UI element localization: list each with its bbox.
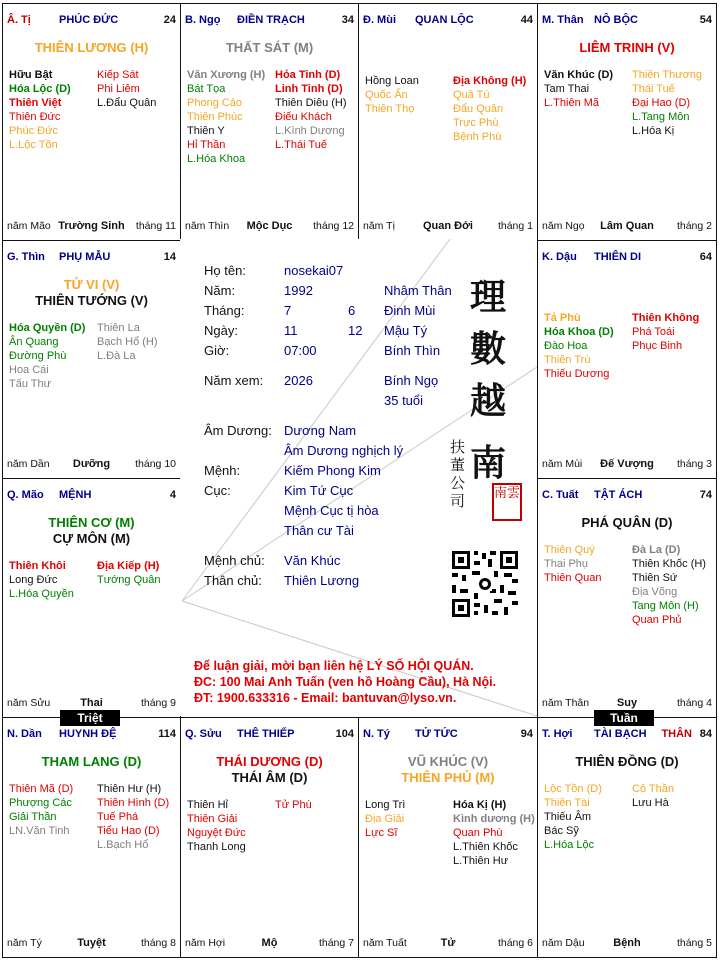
star-item: Long Đức	[9, 574, 58, 586]
left-star-column	[9, 782, 73, 838]
amduong-label: Âm Dương:	[204, 423, 272, 438]
palace-number: 114	[158, 728, 176, 740]
right-star-column	[97, 559, 161, 587]
day-label: Ngày:	[204, 323, 238, 338]
palace-name: PHÚC ĐỨC	[59, 14, 119, 26]
star-item: Thiên Tài	[544, 797, 590, 809]
palace-year: năm Mùi	[542, 458, 583, 470]
palace-header	[538, 728, 716, 742]
star-item: Trực Phù	[453, 117, 499, 129]
month-canchi: Đinh Mùi	[384, 303, 436, 318]
palace-year: năm Hợi	[185, 937, 226, 949]
amduong-note: Âm Dương nghịch lý	[284, 443, 404, 458]
star-item: Tướng Quân	[97, 574, 161, 586]
palace-name: TỬ TỨC	[415, 728, 458, 740]
palace-footer	[359, 937, 537, 951]
star-item: Thiên Phúc	[187, 111, 243, 123]
center-info-panel	[180, 239, 537, 716]
star-item: Ân Quang	[9, 336, 59, 348]
palace-phase: Mộ	[261, 937, 278, 949]
palace-year: năm Sửu	[7, 697, 51, 709]
amduong-value: Dương Nam	[284, 423, 357, 438]
star-item: Hóa Khoa (D)	[544, 326, 614, 338]
main-star: TỬ VI (V)	[63, 277, 120, 292]
main-star: THIÊN LƯƠNG (H)	[34, 40, 149, 55]
left-star-column	[187, 798, 246, 854]
palace-header	[538, 251, 716, 265]
main-star: THIÊN ĐỒNG (D)	[575, 754, 679, 769]
star-item: Nguyệt Đức	[187, 827, 246, 839]
palace-branch: N. Tý	[363, 728, 390, 740]
palace-branch: K. Dậu	[542, 251, 577, 263]
palace-branch: Q. Sửu	[185, 728, 222, 740]
triet-tag: Triệt	[60, 710, 120, 726]
star-item: L.Kình Dương	[275, 125, 345, 137]
calligraphy-char-3: 越	[470, 380, 507, 422]
palace-phase: Mộc Dục	[246, 220, 293, 232]
star-item: Kiếp Sát	[97, 69, 139, 81]
palace-footer	[538, 937, 716, 951]
palace-name: THÊ THIẾP	[237, 728, 295, 740]
palace-name: PHỤ MẪU	[59, 251, 111, 263]
palace-header	[3, 489, 180, 503]
name-value: nosekai07	[284, 263, 344, 278]
palace-branch: G. Thìn	[7, 251, 45, 263]
palace-body-marker: THÂN	[661, 728, 692, 740]
side-han-3: 公	[450, 474, 466, 492]
palace-year: năm Thân	[542, 697, 590, 709]
star-item: L.Bạch Hổ	[97, 839, 149, 851]
star-item: Linh Tinh (D)	[275, 83, 343, 95]
palace-phase: Suy	[616, 697, 638, 709]
palace-month: tháng 7	[318, 937, 354, 949]
palace-phase: Thai	[80, 697, 103, 709]
palace-hoi	[537, 717, 717, 958]
palace-header	[3, 728, 180, 742]
year-label: Năm:	[204, 283, 236, 298]
view-year-value: 2026	[284, 373, 313, 388]
main-star: CỰ MÔN (M)	[52, 531, 131, 546]
star-item: Hóa Kị (H)	[453, 799, 507, 811]
left-star-column	[365, 798, 405, 840]
main-star: THÁI DƯƠNG (D)	[216, 754, 323, 769]
star-item: Hóa Quyền (D)	[9, 322, 86, 334]
star-item: Thiên Trù	[544, 354, 591, 366]
right-star-column	[275, 68, 347, 152]
calligraphy-char-4: 南	[470, 442, 507, 484]
palace-branch: T. Hợi	[542, 728, 573, 740]
star-item: Đà La (D)	[632, 544, 681, 556]
palace-year: năm Dậu	[542, 937, 585, 949]
palace-mui	[358, 3, 538, 241]
menh-label: Mệnh:	[204, 463, 241, 478]
star-item: L.Thiên Hư	[453, 855, 509, 867]
star-item: Phá Toái	[632, 326, 675, 338]
right-star-column	[632, 311, 699, 353]
star-item: Hóa Lộc (D)	[9, 83, 71, 95]
menhchu-value: Văn Khúc	[284, 553, 341, 568]
palace-number: 74	[699, 489, 712, 501]
star-item: Địa Võng	[632, 586, 678, 598]
star-item: Hỏa Tinh (D)	[275, 69, 341, 81]
star-item: Cô Thần	[632, 783, 674, 795]
main-star: THÁI ÂM (D)	[231, 770, 308, 785]
palace-month: tháng 10	[135, 458, 176, 470]
star-item: Thiên Khôi	[9, 560, 66, 572]
contact-line-2: ĐC: 100 Mai Anh Tuấn (ven hồ Hoàng Cầu), Hà Nội.	[194, 675, 497, 689]
star-item: LN.Văn Tinh	[9, 825, 70, 837]
cuc-note-1: Mệnh Cục tị hòa	[284, 503, 379, 518]
star-item: L.Hóa Quyền	[9, 588, 74, 600]
palace-header	[538, 14, 716, 28]
star-item: Phượng Các	[9, 797, 72, 809]
right-star-column	[275, 798, 312, 812]
palace-branch: Q. Mão	[7, 489, 44, 501]
palace-branch: N. Dần	[7, 728, 42, 740]
main-star: THIÊN PHỦ (M)	[401, 770, 495, 785]
side-han-1: 扶	[450, 438, 466, 456]
palace-name: NÔ BỘC	[594, 14, 638, 26]
palace-footer	[181, 220, 358, 234]
star-item: Thiên Quý	[544, 544, 595, 556]
star-item: Thiên Hình (D)	[97, 797, 170, 809]
tuan-tag: Tuần	[594, 710, 654, 726]
star-item: Bệnh Phù	[453, 131, 502, 143]
contact-line-3: ĐT: 1900.633316 - Email: bantuvan@lyso.vn.	[194, 691, 457, 705]
star-item: Bát Tọa	[187, 83, 226, 95]
star-item: Thiếu Âm	[544, 811, 592, 823]
palace-header	[359, 14, 537, 28]
palace-number: 44	[520, 14, 533, 26]
palace-footer	[181, 937, 358, 951]
star-item: Đào Hoa	[544, 340, 588, 352]
left-star-column	[9, 559, 74, 601]
cuc-value: Kim Tứ Cục	[284, 483, 354, 498]
palace-year: năm Tý	[7, 937, 42, 949]
palace-phase: Trường Sinh	[58, 220, 125, 232]
palace-month: tháng 4	[676, 697, 712, 709]
star-item: L.Thiên Khốc	[453, 841, 518, 853]
star-item: Thiên Mã (D)	[9, 783, 74, 795]
palace-year: năm Dần	[7, 458, 50, 470]
main-star: VŨ KHÚC (V)	[407, 754, 489, 769]
star-item: Tử Phù	[275, 799, 312, 811]
star-item: Đẩu Quân	[453, 103, 504, 115]
palace-year: năm Mão	[7, 220, 51, 232]
star-item: Tả Phù	[544, 312, 581, 324]
star-item: Thiên Quan	[544, 572, 602, 584]
right-star-column	[97, 68, 156, 110]
day-lunar: 12	[348, 323, 363, 338]
cuc-label: Cục:	[204, 483, 231, 498]
star-item: Thiên Giải	[187, 813, 238, 825]
main-star: THẤT SÁT (M)	[225, 40, 314, 55]
star-item: Quan Phủ	[632, 614, 682, 626]
palace-than	[537, 3, 717, 241]
palace-phase: Dưỡng	[72, 458, 111, 470]
star-item: Tuế Phá	[97, 811, 139, 823]
palace-footer	[3, 458, 180, 472]
star-item: Thai Phụ	[544, 558, 589, 570]
palace-month: tháng 5	[676, 937, 712, 949]
right-star-column	[97, 321, 158, 363]
palace-header	[181, 14, 358, 28]
left-star-column	[544, 543, 601, 585]
star-item: Phúc Đức	[9, 125, 58, 137]
contact-line-1: Để luận giải, mời bạn liên hệ LÝ SỐ HỘI QUÁN.	[194, 659, 474, 673]
star-item: Thiên Sứ	[632, 572, 678, 584]
main-star: PHÁ QUÂN (D)	[581, 515, 673, 530]
left-star-column	[9, 321, 85, 391]
palace-name: TÀI BẠCH	[594, 728, 647, 740]
star-item: Thiếu Dương	[544, 368, 610, 380]
star-item: Thiên La	[97, 322, 140, 334]
palace-phase: Quan Đới	[423, 220, 473, 232]
palace-footer	[3, 220, 180, 234]
star-item: Lực Sĩ	[365, 827, 398, 839]
right-star-column	[453, 74, 526, 144]
day-canchi: Mậu Tý	[384, 323, 428, 338]
star-item: Phong Cáo	[187, 97, 243, 109]
star-item: Phi Liêm	[97, 83, 140, 95]
thanchu-value: Thiên Lương	[284, 573, 360, 588]
palace-number: 54	[699, 14, 712, 26]
cuc-note-2: Thân cư Tài	[284, 523, 354, 538]
name-label: Họ tên:	[204, 263, 246, 278]
palace-name: MỆNH	[59, 489, 92, 501]
menhchu-label: Mệnh chủ:	[204, 553, 265, 568]
palace-number: 104	[335, 728, 354, 740]
star-item: Long Trì	[365, 799, 406, 811]
star-item: Thiên Không	[632, 312, 700, 324]
palace-thin	[2, 240, 181, 479]
palace-year: năm Tuất	[363, 937, 407, 949]
palace-month: tháng 6	[497, 937, 533, 949]
star-item: Thiên Y	[187, 125, 225, 137]
calligraphy-char-2: 數	[470, 328, 507, 370]
star-item: Kình dương (H)	[453, 813, 535, 825]
star-item: Tiểu Hao (D)	[97, 825, 160, 837]
star-item: L.Hóa Khoa	[187, 153, 246, 165]
palace-year: năm Ngọ	[542, 220, 585, 232]
star-item: L.Tang Môn	[632, 111, 690, 123]
star-item: Quan Phù	[453, 827, 503, 839]
star-item: Giải Thần	[9, 811, 57, 823]
palace-header	[3, 14, 180, 28]
palace-number: 84	[699, 728, 712, 740]
star-item: L.Hóa Lộc	[544, 839, 595, 851]
left-star-column	[365, 74, 419, 116]
star-item: Tấu Thư	[9, 378, 52, 390]
star-item: Văn Xương (H)	[187, 69, 266, 81]
palace-tuat	[537, 478, 717, 718]
palace-dau	[537, 240, 717, 479]
palace-footer	[538, 697, 716, 711]
palace-month: tháng 3	[676, 458, 712, 470]
star-item: Hữu Bật	[9, 69, 53, 81]
palace-number: 24	[163, 14, 176, 26]
palace-month: tháng 2	[676, 220, 712, 232]
palace-number: 14	[163, 251, 176, 263]
palace-branch: M. Thân	[542, 14, 584, 26]
thanchu-label: Thân chủ:	[204, 573, 262, 588]
star-item: Thiên Việt	[9, 97, 62, 109]
star-item: Hồng Loan	[365, 75, 419, 87]
star-item: Bạch Hổ (H)	[97, 336, 158, 348]
hour-canchi: Bính Thìn	[384, 343, 441, 358]
star-item: Thiên Đức	[9, 111, 61, 123]
palace-phase: Lâm Quan	[600, 220, 654, 232]
star-item: L.Lộc Tồn	[9, 139, 58, 151]
palace-month: tháng 11	[135, 220, 176, 232]
star-item: Địa Không (H)	[453, 75, 527, 87]
palace-phase: Tử	[440, 937, 456, 949]
palace-header	[3, 251, 180, 265]
age-value: 35 tuổi	[384, 393, 424, 408]
palace-phase: Đế Vượng	[600, 458, 654, 470]
side-han-2: 董	[450, 456, 466, 474]
palace-phase: Bệnh	[613, 937, 641, 949]
star-item: Quốc Ấn	[365, 89, 408, 101]
star-item: Thiên Diêu (H)	[275, 97, 347, 109]
palace-number: 4	[169, 489, 176, 501]
calligraphy-char-1: 理	[470, 276, 507, 318]
palace-year: năm Thìn	[185, 220, 230, 232]
palace-month: tháng 9	[140, 697, 176, 709]
palace-name: ĐIỀN TRẠCH	[237, 14, 305, 26]
star-item: Thiên Hỉ	[187, 799, 228, 811]
month-lunar: 6	[348, 303, 356, 318]
hour-value: 07:00	[284, 343, 317, 358]
palace-branch: B. Ngọ	[185, 14, 221, 26]
menh-value: Kiếm Phong Kim	[284, 463, 381, 478]
palace-branch: Â. Tị	[7, 14, 31, 26]
palace-footer	[3, 697, 180, 711]
star-item: Hỉ Thần	[187, 139, 226, 151]
star-item: Phục Binh	[632, 340, 683, 352]
side-han-4: 司	[450, 492, 466, 510]
hour-label: Giờ:	[204, 343, 230, 358]
palace-footer	[538, 458, 716, 472]
star-item: Lưu Hà	[632, 797, 669, 809]
left-star-column	[9, 68, 71, 152]
star-item: Lộc Tồn (D)	[544, 783, 602, 795]
palace-header	[359, 728, 537, 742]
palace-branch: C. Tuất	[542, 489, 579, 501]
right-star-column	[453, 798, 535, 868]
year-canchi: Nhâm Thân	[384, 283, 452, 298]
star-item: Thanh Long	[187, 841, 246, 853]
palace-header	[181, 728, 358, 742]
star-item: L.Thiên Mã	[544, 97, 600, 109]
star-item: Quả Tú	[453, 89, 490, 101]
star-item: Văn Khúc (D)	[544, 69, 614, 81]
palace-number: 94	[520, 728, 533, 740]
right-star-column	[97, 782, 169, 852]
star-item: Địa Kiếp (H)	[97, 560, 160, 572]
right-star-column	[632, 782, 674, 810]
month-label: Tháng:	[204, 303, 245, 318]
main-star: THIÊN TƯỚNG (V)	[35, 293, 148, 308]
left-star-column	[544, 782, 602, 852]
palace-footer	[3, 937, 180, 951]
star-item: Thiên Thương	[632, 69, 703, 81]
qr-code[interactable]	[450, 549, 520, 619]
palace-name: QUAN LỘC	[415, 14, 474, 26]
star-item: L.Đẩu Quân	[97, 97, 157, 109]
day-value: 11	[284, 323, 298, 338]
star-item: Thái Tuế	[632, 83, 675, 95]
month-value: 7	[284, 303, 292, 318]
palace-month: tháng 1	[497, 220, 533, 232]
main-star: THAM LANG (D)	[41, 754, 142, 769]
palace-ngo	[180, 3, 359, 241]
star-item: Hoa Cái	[9, 364, 49, 376]
palace-dan	[2, 717, 181, 958]
star-item: Điếu Khách	[275, 111, 332, 123]
star-item: Tam Thai	[544, 83, 590, 95]
palace-header	[538, 489, 716, 503]
palace-ty-top	[2, 3, 181, 241]
palace-number: 34	[341, 14, 354, 26]
left-star-column	[544, 311, 614, 381]
palace-branch: Đ. Mùi	[363, 14, 396, 26]
palace-year: năm Tị	[363, 220, 395, 232]
palace-month: tháng 8	[140, 937, 176, 949]
view-year-canchi: Bính Ngọ	[384, 373, 439, 388]
red-seal: 南雲	[492, 483, 522, 521]
palace-suu	[180, 717, 359, 958]
star-item: Thiên Hư (H)	[97, 783, 162, 795]
star-item: Bác Sỹ	[544, 825, 579, 837]
star-item: Đường Phù	[9, 350, 67, 362]
palace-mao	[2, 478, 181, 718]
palace-footer	[359, 220, 537, 234]
star-item: Đại Hao (D)	[632, 97, 691, 109]
main-star: THIÊN CƠ (M)	[48, 515, 135, 530]
palace-name: TẬT ÁCH	[594, 489, 643, 501]
palace-number: 64	[699, 251, 712, 263]
star-item: L.Thái Tuế	[275, 139, 327, 151]
palace-footer	[538, 220, 716, 234]
star-item: Tang Môn (H)	[632, 600, 699, 612]
star-item: Địa Giải	[365, 813, 405, 825]
star-item: Thiên Khốc (H)	[632, 558, 706, 570]
view-year-label: Năm xem:	[204, 373, 264, 388]
left-star-column	[544, 68, 613, 110]
palace-name: THIÊN DI	[594, 251, 642, 263]
left-star-column	[187, 68, 265, 166]
star-item: L.Đà La	[97, 350, 136, 362]
palace-month: tháng 12	[313, 220, 354, 232]
year-value: 1992	[284, 283, 313, 298]
star-item: L.Hóa Kị	[632, 125, 675, 137]
palace-ty-bottom	[358, 717, 538, 958]
right-star-column	[632, 543, 706, 627]
star-item: Thiên Thọ	[365, 103, 415, 115]
palace-phase: Tuyệt	[77, 937, 106, 949]
palace-name: HUYNH ĐỆ	[59, 728, 117, 740]
right-star-column	[632, 68, 702, 138]
main-star: LIÊM TRINH (V)	[579, 40, 675, 55]
